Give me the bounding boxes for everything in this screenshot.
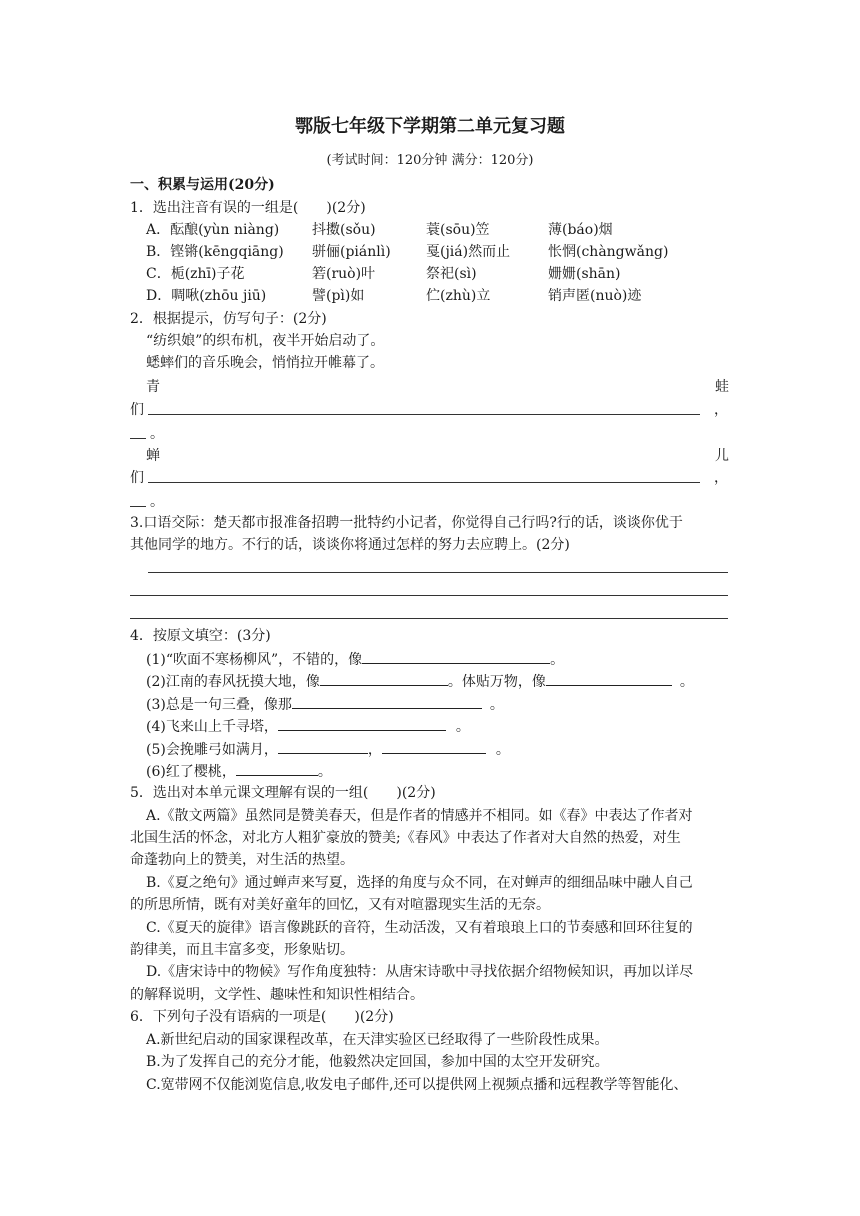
q5-option-a-line-3: 命蓬勃向上的赞美，对生活的热望。 <box>130 852 354 868</box>
q6-option-c: C.宽带网不仅能浏览信息,收发电子邮件,还可以提供网上视频点播和远程教学等智能化、 <box>146 1077 688 1093</box>
q5-option-a-line-2: 北国生活的怀念，对北方人粗犷豪放的赞美;《春风》中表达了作者对大自然的热爱，对生 <box>130 830 681 846</box>
fill-item-1-end: 。 <box>550 652 565 668</box>
option-b-3: 戛(jiá)然而止 <box>426 244 511 260</box>
imitation-a-comma: ， <box>714 402 728 418</box>
imitation-b-period: 。 <box>150 494 164 510</box>
fill-blank-4[interactable] <box>278 716 446 731</box>
fill-item-2-mid: 。体贴万物，像 <box>447 674 546 690</box>
q6-option-b: B.为了发挥自己的充分才能，他毅然决定回国，参加中国的太空开发研究。 <box>146 1054 609 1070</box>
imitation-a-men: 们 <box>130 402 144 418</box>
option-d-4: 销声匿(nuò)迹 <box>548 288 642 304</box>
imitation-a-end: 蛙 <box>715 379 729 395</box>
answer-line-b[interactable] <box>148 482 700 483</box>
imitation-b-comma: ， <box>714 470 728 486</box>
section-heading: 一、积累与运用(20分) <box>130 177 275 193</box>
option-c-2: 箬(ruò)叶 <box>312 266 376 282</box>
fill-item-6 <box>146 761 332 782</box>
example-sentence-1: “纺织娘”的织布机，夜半开始启动了。 <box>146 333 385 349</box>
imitation-b-men: 们 <box>130 470 144 486</box>
fill-item-1 <box>146 649 564 670</box>
question-3-line-2: 其他同学的地方。不行的话，谈谈你将通过怎样的努力去应聘上。(2分) <box>130 537 570 553</box>
fill-item-2-end: 。 <box>679 674 694 690</box>
fill-item-2 <box>146 671 694 692</box>
fill-item-3-end: 。 <box>489 697 504 713</box>
fill-item-3-text: (3)总是一句三叠，像那 <box>146 697 292 713</box>
fill-item-5-text: (5)会挽雕弓如满月， <box>146 742 278 758</box>
q5-option-d-line-1: D.《唐宋诗中的物候》写作角度独特：从唐宋诗歌中寻找依据介绍物候知识，再加以详尽 <box>146 964 694 980</box>
answer-line-b-tail[interactable] <box>130 506 146 507</box>
fill-item-6-end: 。 <box>317 764 332 780</box>
fill-blank-3[interactable] <box>292 694 482 709</box>
option-a-4: 薄(báo)烟 <box>548 222 613 238</box>
fill-blank-2b[interactable] <box>546 671 672 686</box>
example-sentence-2: 蟋蟀们的音乐晚会，悄悄拉开帷幕了。 <box>146 355 384 371</box>
fill-item-5-end: 。 <box>495 742 510 758</box>
question-3-line-1: 3.口语交际：楚天都市报准备招聘一批特约小记者，你觉得自己行吗?行的话，谈谈你优于 <box>130 515 683 531</box>
exam-info: (考试时间：120分钟 满分：120分) <box>326 153 534 168</box>
imitation-b-end: 儿 <box>715 448 729 464</box>
option-d-1: D．啁啾(zhōu jiū) <box>146 288 267 304</box>
option-a-2: 抖擞(sǒu) <box>312 222 376 238</box>
fill-item-4-text: (4)飞来山上千寻塔， <box>146 719 278 735</box>
answer-line-q3-1[interactable] <box>148 572 728 573</box>
question-6-stem: 6．下列句子没有语病的一项是( )(2分) <box>130 1009 394 1025</box>
answer-line-q3-3[interactable] <box>130 618 728 619</box>
imitation-a-period: 。 <box>150 426 164 442</box>
fill-item-2-text: (2)江南的春风抚摸大地，像 <box>146 674 320 690</box>
fill-item-3 <box>146 694 504 715</box>
fill-item-6-text: (6)红了樱桃， <box>146 764 236 780</box>
q5-option-a-line-1: A.《散文两篇》虽然同是赞美春天，但是作者的情感并不相同。如《春》中表达了作者对 <box>146 808 693 824</box>
question-2-stem: 2．根据提示，仿写句子：(2分) <box>130 311 327 327</box>
question-5-stem: 5．选出对本单元课文理解有误的一组( )(2分) <box>130 785 436 801</box>
fill-item-4-end: 。 <box>455 719 470 735</box>
q5-option-b-line-1: B.《夏之绝句》通过蝉声来写夏，选择的角度与众不同，在对蝉声的细细品味中融人自己 <box>146 875 693 891</box>
option-d-3: 伫(zhù)立 <box>426 288 491 304</box>
fill-blank-6[interactable] <box>236 761 318 776</box>
answer-line-a[interactable] <box>148 414 700 415</box>
question-1-stem: 1．选出注音有误的一组是( )(2分) <box>130 200 366 216</box>
fill-blank-5a[interactable] <box>278 739 368 754</box>
fill-item-1-text: (1)“吹面不寒杨柳风”，不错的，像 <box>146 652 363 668</box>
answer-line-q3-2[interactable] <box>130 595 728 596</box>
fill-blank-5b[interactable] <box>382 739 486 754</box>
answer-line-a-tail[interactable] <box>130 438 146 439</box>
page-title: 鄂版七年级下学期第二单元复习题 <box>295 116 565 137</box>
q5-option-c-line-1: C.《夏天的旋律》语言像跳跃的音符，生动活泼，又有着琅琅上口的节奏感和回环往复的 <box>146 920 693 936</box>
fill-item-5 <box>146 739 510 760</box>
imitation-a-start: 青 <box>146 379 160 395</box>
option-c-4: 姗姗(shān) <box>548 266 621 282</box>
fill-blank-1[interactable] <box>362 649 550 664</box>
option-b-2: 骈俪(piánlì) <box>312 244 391 260</box>
imitation-b-start: 蝉 <box>146 448 160 464</box>
option-a-1: A．酝酿(yùn niàng) <box>146 222 280 238</box>
option-d-2: 譬(pì)如 <box>312 288 365 304</box>
fill-blank-2a[interactable] <box>320 671 448 686</box>
q5-option-c-line-2: 韵律美，而且丰富多变，形象贴切。 <box>130 942 354 958</box>
option-a-3: 蓑(sōu)笠 <box>426 222 490 238</box>
option-b-1: B．铿锵(kēngqiāng) <box>146 244 284 260</box>
option-c-1: C．栀(zhī)子花 <box>146 266 245 282</box>
q5-option-b-line-2: 的所思所情，既有对美好童年的回忆，又有对喧嚣现实生活的无奈。 <box>130 897 550 913</box>
fill-item-4 <box>146 716 470 737</box>
option-b-4: 怅惘(chàngwǎng) <box>548 244 669 260</box>
question-4-stem: 4．按原文填空：(3分) <box>130 628 271 644</box>
q6-option-a: A.新世纪启动的国家课程改革，在天津实验区已经取得了一些阶段性成果。 <box>146 1032 609 1048</box>
fill-item-5-mid: ， <box>367 742 382 758</box>
q5-option-d-line-2: 的解释说明，文学性、趣味性和知识性相结合。 <box>130 987 424 1003</box>
option-c-3: 祭祀(sì) <box>426 266 477 282</box>
